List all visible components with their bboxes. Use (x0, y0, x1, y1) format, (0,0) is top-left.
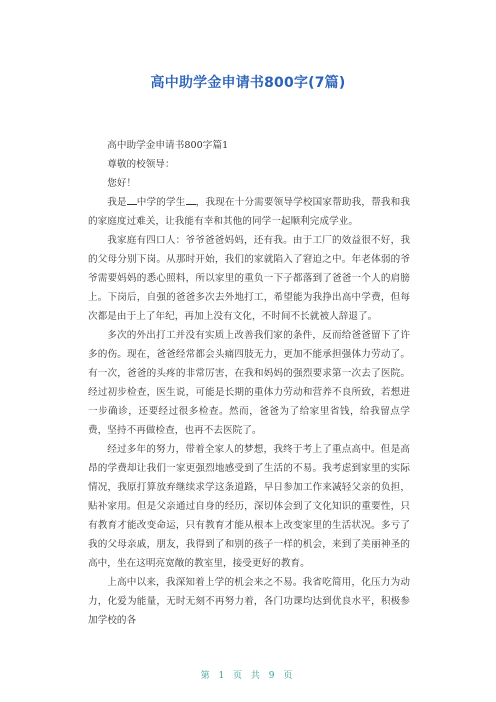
document-body (88, 136, 410, 630)
document-title: 高中助学金申请书800字(7篇) (150, 75, 346, 91)
paragraph-father-work: 多次的外出打工并没有实质上改善我们家的条件，反而给爸爸留下了许多的伤。现在，爸爸经常都会头痛四肢无力，更加不能承担强体力劳动了。有一次，爸爸的头疼的非常厉害，在我和妈妈的强烈要求第一次去了医院。经过初步检查，医生说，可能是长期的重体力劳动和营养不良所致，若想进一步确诊，还要经过很多检查。然而，爸爸为了给家里省钱，给我留点学费，坚持不再做检查，也再不去医院了。 (88, 330, 410, 436)
intro-text-school: 中学的学生 (136, 197, 186, 208)
paragraph-salutation: 尊敬的校领导： (107, 159, 175, 170)
paragraph-study: 上高中以来，我深知着上学的机会来之不易。我省吃简用，化压力为动力，化爱为能量，无时无刻不再努力着，各门功课均达到优良水平，积极参加学校的各 (88, 577, 410, 626)
intro-text-end: ，我现在十分需要领导学校国家帮助我，帮我和我的家庭度过难关，让我能有幸和其他的同学一起顺利完成学业。 (88, 197, 410, 227)
page-number-footer: 第 1 页 共 9 页 (200, 671, 296, 681)
paragraph-heading: 高中助学金申请书800字篇1 (107, 140, 229, 151)
intro-text-start: 我是 (107, 197, 127, 208)
paragraph-high-school: 经过多年的努力，带着全家人的梦想，我终于考上了重点高中。但是高昂的学费却让我们一家更强烈地感受到了生活的不易。我考虑到家里的实际情况，我原打算放弃继续求学这条道路，早日参加工作来减轻父亲的负担，贴补家用。但是父亲通过自身的经历，深切体会到了文化知识的重要性，只有教育才能改变命运，只有教育才能从根本上改变家里的生活状况。多亏了我的父母亲戚，朋友，我得到了和别的孩子一样的机会，来到了美丽神圣的高中，坐在这明亮宽敞的教室里，接受更好的教育。 (88, 444, 410, 569)
paragraph-greeting: 您好！ (107, 178, 137, 189)
name-blank (127, 195, 137, 205)
class-blank (186, 195, 196, 205)
paragraph-family: 我家庭有四口人：爷爷爸爸妈妈，还有我。由于工厂的效益很不好，我的父母分别下岗。从那时开始，我们的家就陷入了窘迫之中。年老体弱的爷爷需要妈妈的悉心照料，所以家里的重负一下子都落到了爸爸一个人的肩膀上。下岗后，自强的爸爸多次去外地打工，希望能为我挣出高中学费，但每次都是由于上了年纪，再加上没有文化，不时间不长就被人辞退了。 (88, 235, 410, 322)
paragraph-introduction (88, 193, 410, 231)
